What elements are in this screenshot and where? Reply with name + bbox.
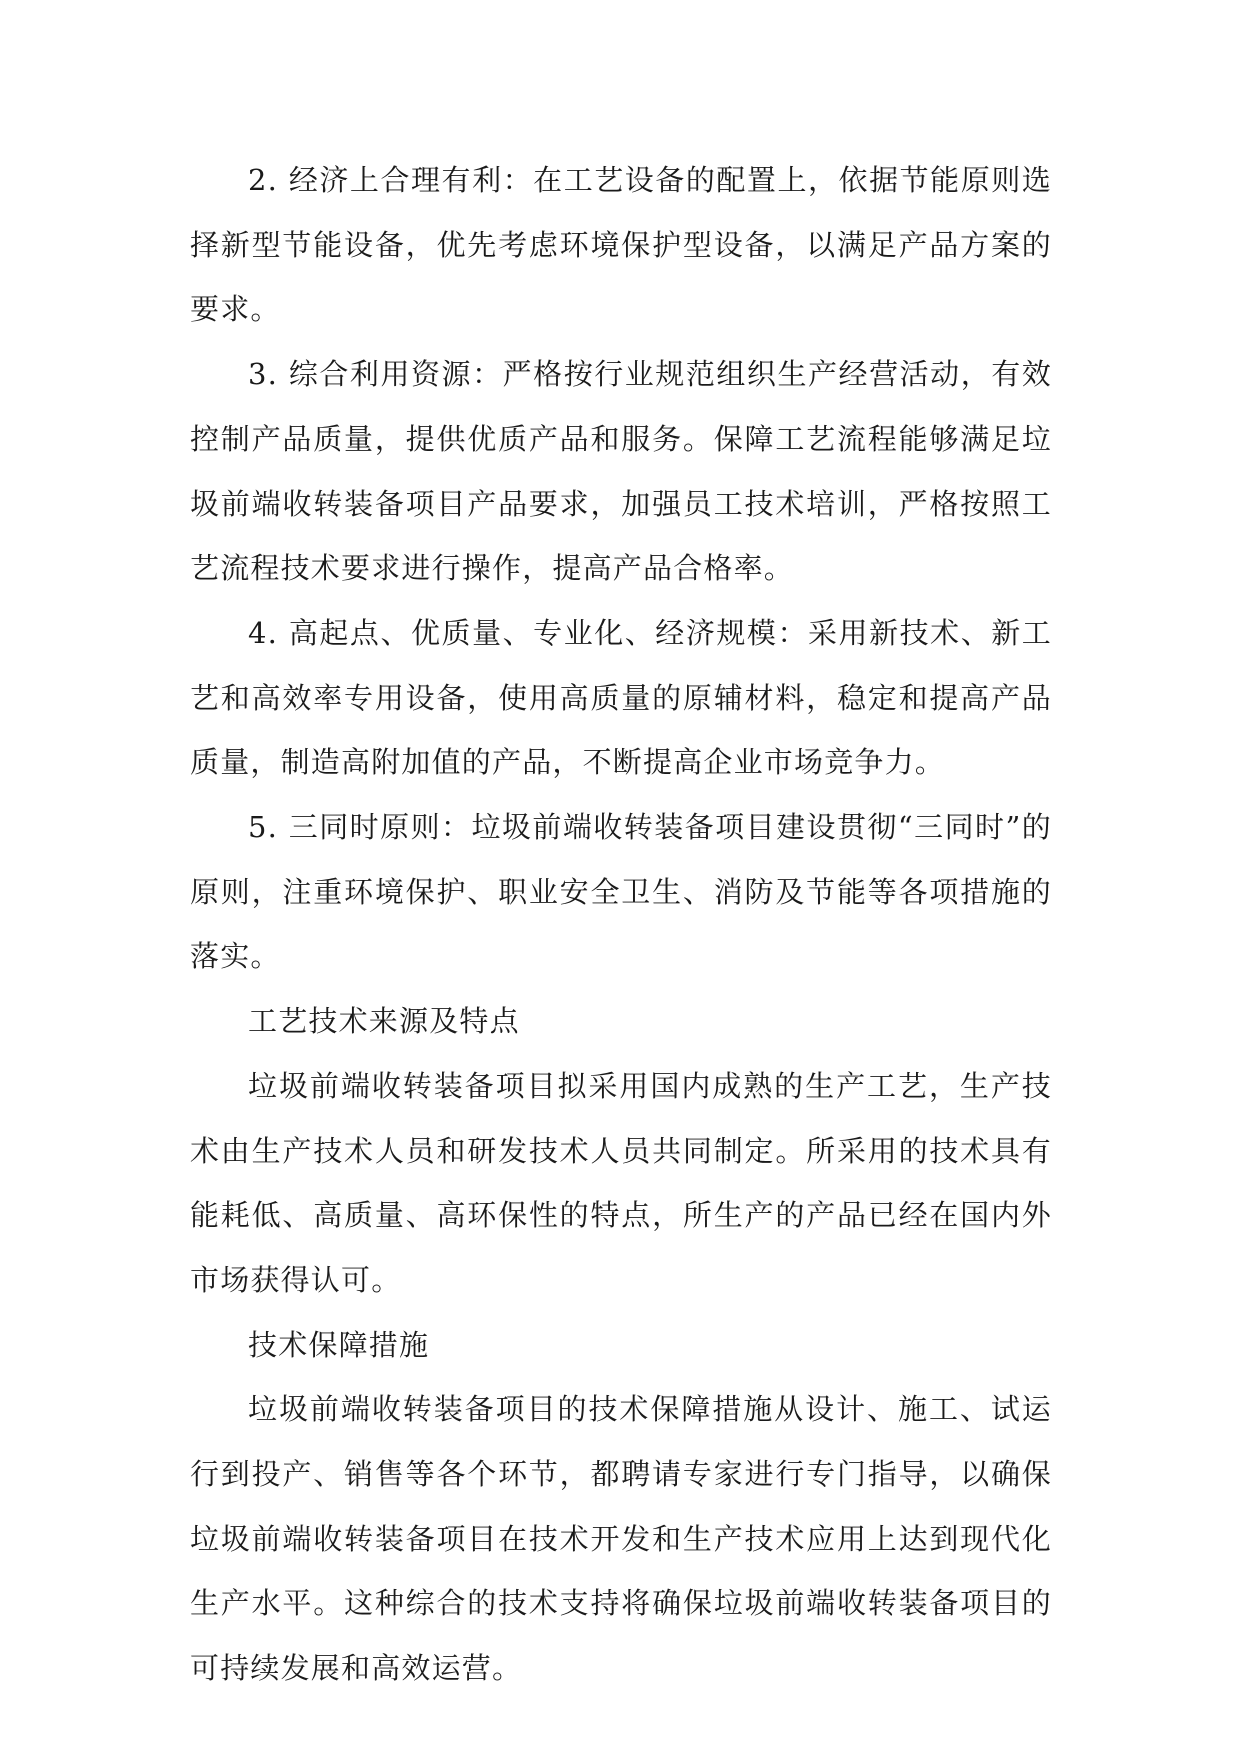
principle-three-simultaneous-paragraph: 5. 三同时原则：垃圾前端收转装备项目建设贯彻“三同时”的原则，注重环境保护、职业安全卫生、消防及节能等各项措施的落实。 [190,810,1052,974]
document-body [190,148,1052,1701]
principle-economic-paragraph: 2. 经济上合理有利：在工艺设备的配置上，依据节能原则选择新型节能设备，优先考虑环境保护型设备，以满足产品方案的要求。 [190,163,1052,327]
technology-source-paragraph: 垃圾前端收转装备项目拟采用国内成熟的生产工艺，生产技术由生产技术人员和研发技术人员共同制定。所采用的技术具有能耗低、高质量、高环保性的特点，所生产的产品已经在国内外市场获得认可。 [190,1068,1052,1297]
section-heading-technical-assurance: 技术保障措施 [248,1327,430,1362]
principle-high-standard-paragraph: 4. 高起点、优质量、专业化、经济规模：采用新技术、新工艺和高效率专用设备，使用高质量的原辅材料，稳定和提高产品质量，制造高附加值的产品，不断提高企业市场竞争力。 [190,615,1052,780]
principle-resource-utilization-paragraph: 3. 综合利用资源：严格按行业规范组织生产经营活动，有效控制产品质量，提供优质产品和服务。保障工艺流程能够满足垃圾前端收转装备项目产品要求，加强员工技术培训，严格按照工艺流程技术要求进行操作，提高产品合格率。 [190,357,1052,586]
technical-assurance-paragraph: 垃圾前端收转装备项目的技术保障措施从设计、施工、试运行到投产、销售等各个环节，都聘请专家进行专门指导，以确保垃圾前端收转装备项目在技术开发和生产技术应用上达到现代化生产水平。这种综合的技术支持将确保垃圾前端收转装备项目的可持续发展和高效运营。 [190,1392,1052,1686]
section-heading-technology-source: 工艺技术来源及特点 [248,1004,520,1039]
